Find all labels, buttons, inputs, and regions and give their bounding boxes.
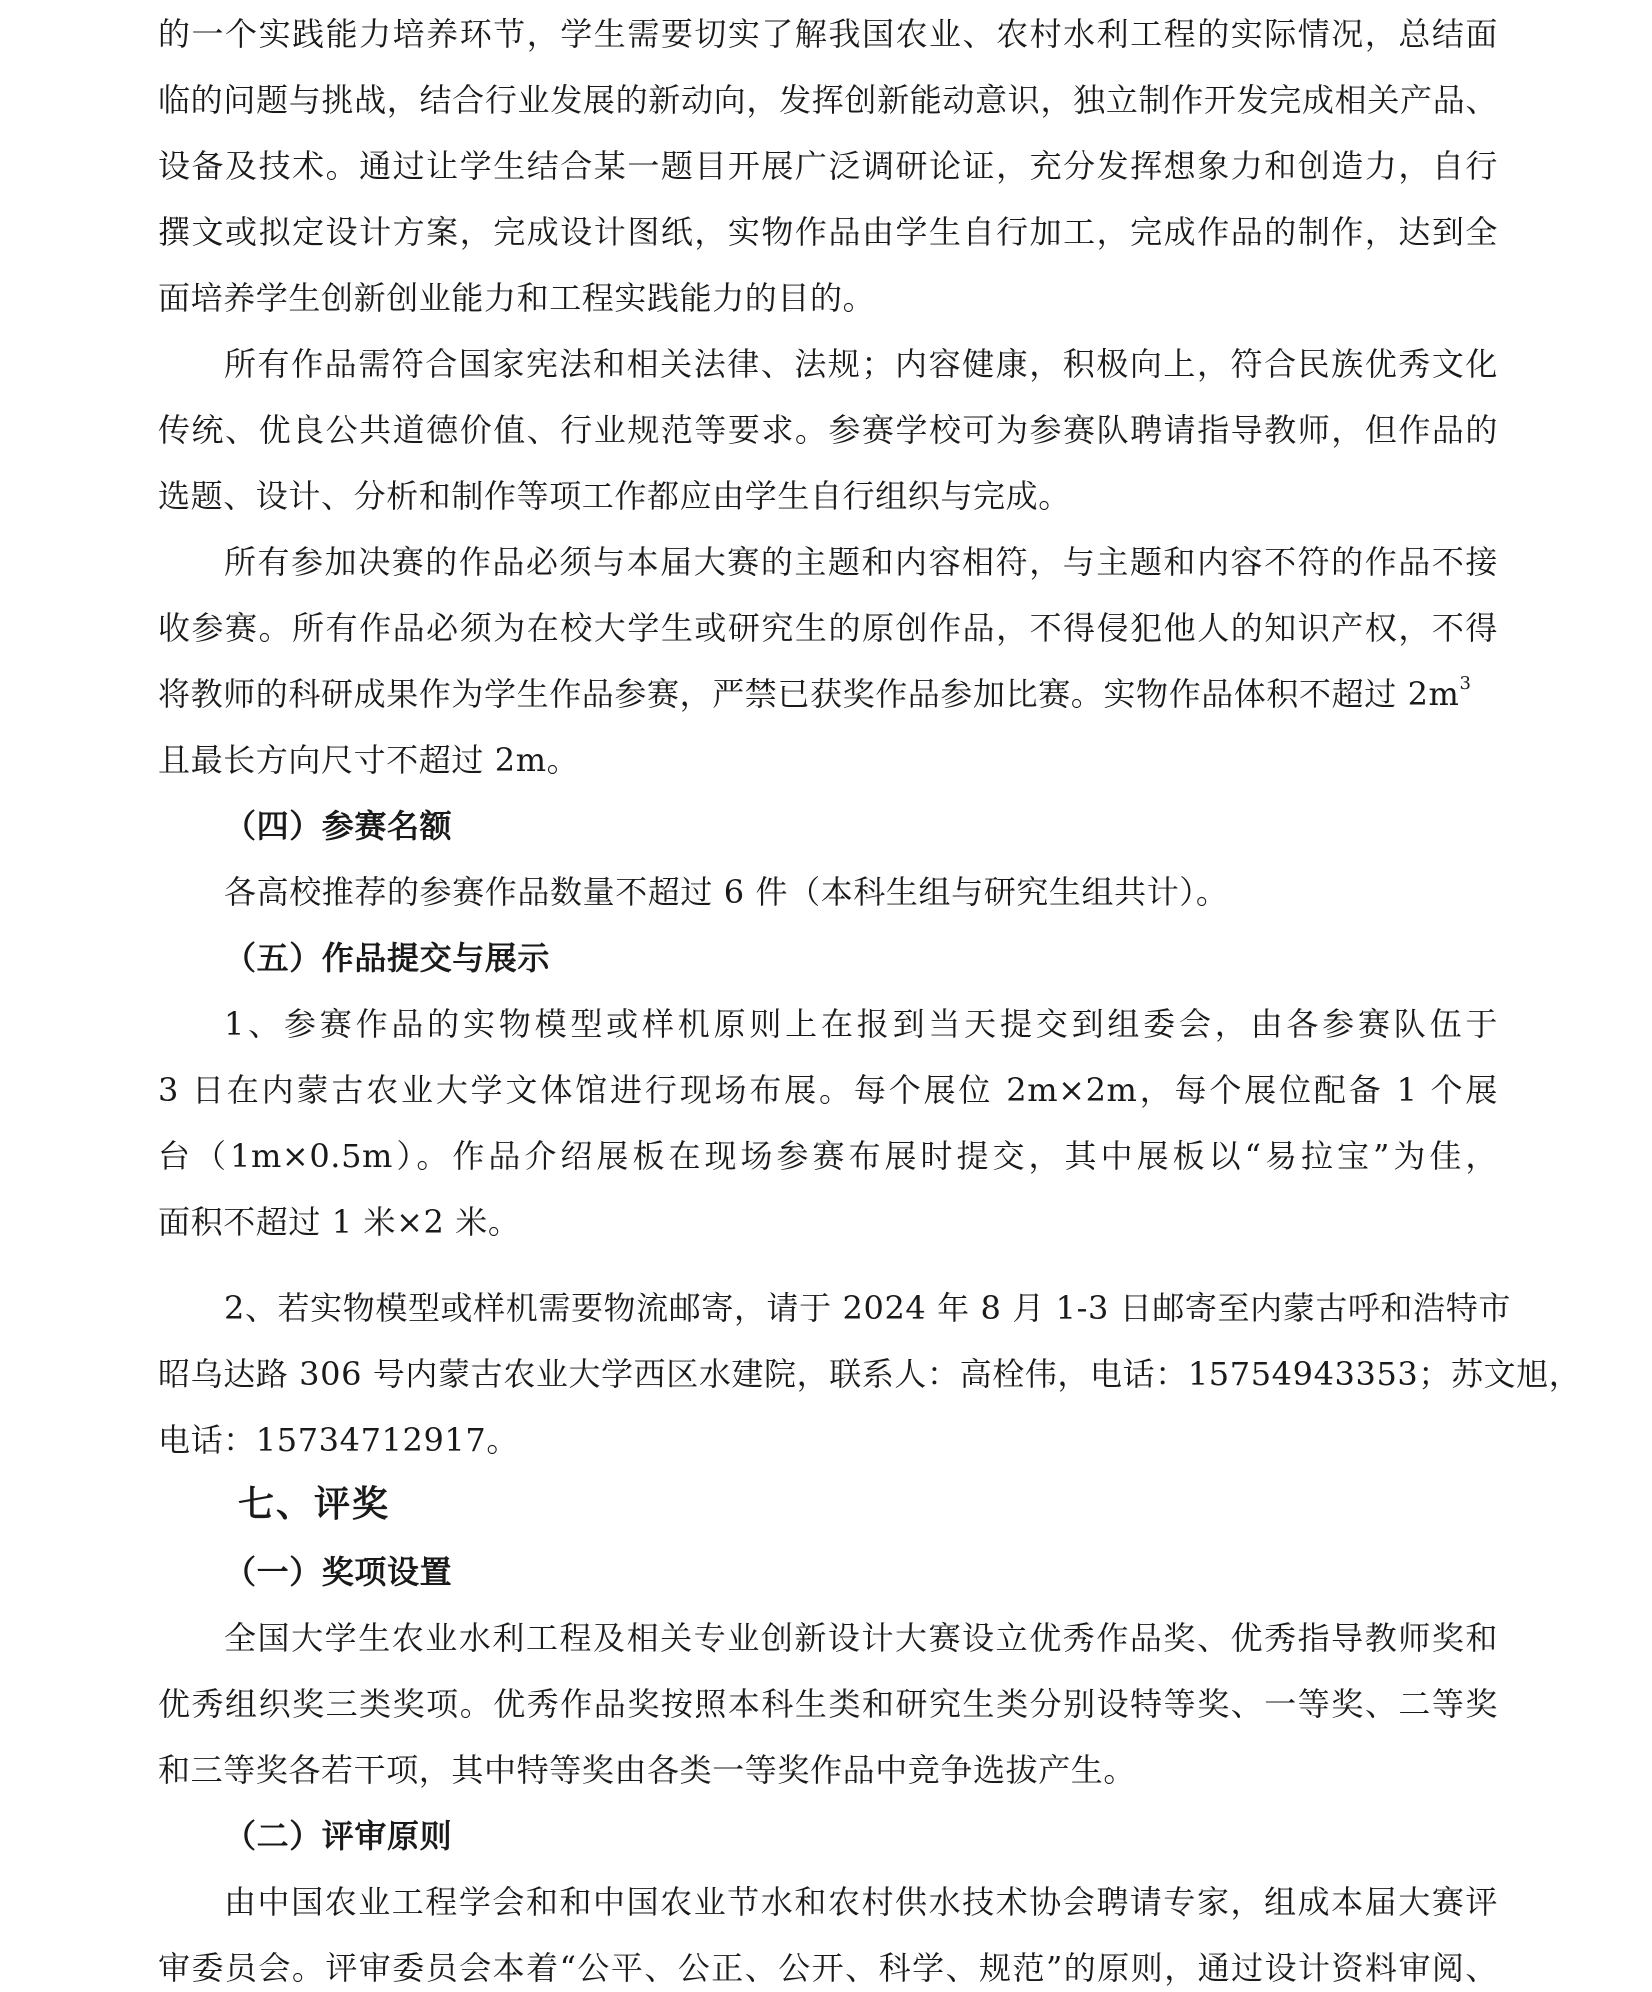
list-item-line: 台（1m×0.5m）。作品介绍展板在现场参赛布展时提交，其中展板以“易拉宝”为佳， — [158, 1137, 1498, 1175]
superscript-three: 3 — [1459, 673, 1472, 695]
paragraph-line: 撰文或拟定设计方案，完成设计图纸，实物作品由学生自行加工，完成作品的制作，达到全 — [158, 213, 1498, 251]
paragraph-line: 和三等奖各若干项，其中特等奖由各类一等奖作品中竞争选拔产生。 — [158, 1751, 1137, 1789]
list-item-line: 面积不超过 1 米×2 米。 — [158, 1203, 521, 1241]
list-item-line: 昭乌达路 306 号内蒙古农业大学西区水建院，联系人：高栓伟，电话：15754943353；苏文旭， — [158, 1355, 1582, 1393]
paragraph-line: 全国大学生农业水利工程及相关专业创新设计大赛设立优秀作品奖、优秀指导教师奖和 — [224, 1619, 1498, 1657]
paragraph-line: 审委员会。评审委员会本着“公平、公正、公开、科学、规范”的原则，通过设计资料审阅、 — [158, 1949, 1498, 1987]
paragraph-line: 且最长方向尺寸不超过 2m。 — [158, 741, 580, 779]
paragraph-line: 设备及技术。通过让学生结合某一题目开展广泛调研论证，充分发挥想象力和创造力，自行 — [158, 147, 1498, 185]
list-item-line: 2、若实物模型或样机需要物流邮寄，请于 2024 年 8 月 1-3 日邮寄至内蒙古呼和浩特市 — [224, 1289, 1511, 1327]
paragraph-line: 优秀组织奖三类奖项。优秀作品奖按照本科生类和研究生类分别设特等奖、一等奖、二等奖 — [158, 1685, 1498, 1723]
paragraph-line: 所有作品需符合国家宪法和相关法律、法规；内容健康，积极向上，符合民族优秀文化 — [224, 345, 1498, 383]
section-heading: （二）评审原则 — [224, 1817, 453, 1855]
chapter-heading: 七、评奖 — [238, 1483, 391, 1525]
section-heading: （一）奖项设置 — [224, 1553, 453, 1591]
list-item-line: 3 日在内蒙古农业大学文体馆进行现场布展。每个展位 2m×2m，每个展位配备 1 个展 — [158, 1071, 1498, 1109]
list-item-line: 电话：15734712917。 — [158, 1421, 519, 1459]
section-heading: （五）作品提交与展示 — [224, 939, 551, 977]
paragraph-line: 面培养学生创新创业能力和工程实践能力的目的。 — [158, 279, 876, 317]
paragraph-line: 选题、设计、分析和制作等项工作都应由学生自行组织与完成。 — [158, 477, 1071, 515]
paragraph-line: 传统、优良公共道德价值、行业规范等要求。参赛学校可为参赛队聘请指导教师，但作品的 — [158, 411, 1498, 449]
paragraph-line: 所有参加决赛的作品必须与本届大赛的主题和内容相符，与主题和内容不符的作品不接 — [224, 543, 1498, 581]
volume-text: 将教师的科研成果作为学生作品参赛，严禁已获奖作品参加比赛。实物作品体积不超过 2m — [158, 675, 1460, 713]
paragraph-line: 收参赛。所有作品必须为在校大学生或研究生的原创作品，不得侵犯他人的知识产权，不得 — [158, 609, 1498, 647]
paragraph-line: 临的问题与挑战，结合行业发展的新动向，发挥创新能动意识，独立制作开发完成相关产品、 — [158, 81, 1498, 119]
paragraph-line: 由中国农业工程学会和和中国农业节水和农村供水技术协会聘请专家，组成本届大赛评 — [224, 1883, 1498, 1921]
section-heading: （四）参赛名额 — [224, 807, 453, 845]
paragraph-line-volume — [158, 674, 1498, 714]
list-item-line: 1、参赛作品的实物模型或样机原则上在报到当天提交到组委会，由各参赛队伍于 — [224, 1005, 1498, 1043]
paragraph-line: 各高校推荐的参赛作品数量不超过 6 件（本科生组与研究生组共计）。 — [224, 873, 1229, 911]
paragraph-line: 的一个实践能力培养环节，学生需要切实了解我国农业、农村水利工程的实际情况，总结面 — [158, 15, 1498, 53]
